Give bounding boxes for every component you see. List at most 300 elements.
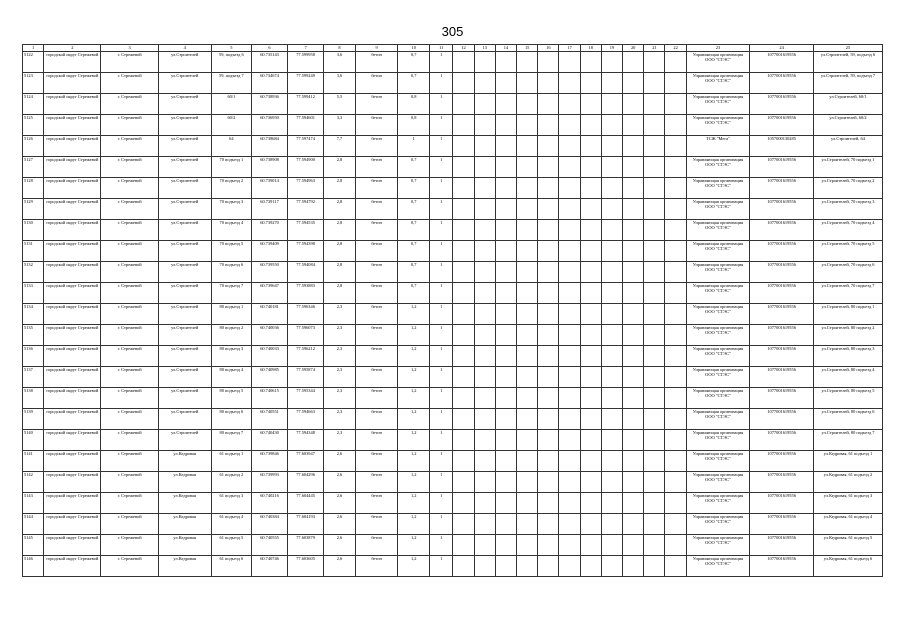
cell-v10: 0,7: [398, 283, 430, 304]
cell-mat: бетон: [355, 241, 397, 262]
cell-lat: 60.740555: [252, 535, 288, 556]
cell-ogrn: 1077001619556: [750, 514, 814, 535]
cell-v8: 2,8: [324, 199, 356, 220]
cell-lon: 77.603605: [288, 556, 324, 577]
cell-empty: [453, 199, 474, 220]
cell-empty: [495, 367, 516, 388]
cell-empty: [580, 283, 601, 304]
cell-empty: [495, 451, 516, 472]
cell-empty: [474, 178, 495, 199]
cell-lat: 60.740615: [252, 388, 288, 409]
cell-empty: [580, 556, 601, 577]
cell-org: Управляющая организация ООО "СТЭС": [686, 220, 750, 241]
cell-lat: 60.734674: [252, 73, 288, 94]
cell-empty: [559, 409, 580, 430]
cell-mat: бетон: [355, 409, 397, 430]
cell-v11: 1: [430, 262, 453, 283]
cell-lat: 60.738684: [252, 136, 288, 157]
cell-empty: [538, 367, 559, 388]
cell-empty: [601, 556, 622, 577]
cell-empty: [601, 262, 622, 283]
table-row: [23, 157, 883, 178]
table-row: [23, 388, 883, 409]
cell-empty: [538, 262, 559, 283]
cell-empty: [538, 430, 559, 451]
cell-okrug: городской округ Стрежевой: [44, 262, 101, 283]
cell-empty: [474, 472, 495, 493]
cell-empty: [644, 451, 665, 472]
cell-empty: [453, 283, 474, 304]
cell-empty: [538, 178, 559, 199]
cell-empty: [453, 94, 474, 115]
cell-empty: [665, 493, 686, 514]
cell-empty: [538, 409, 559, 430]
column-header: 21: [644, 45, 665, 52]
cell-addr: ул.Строителей, 70 подъезд 4: [813, 220, 882, 241]
table-row: [23, 472, 883, 493]
cell-empty: [517, 52, 538, 73]
cell-empty: [517, 472, 538, 493]
cell-empty: [495, 262, 516, 283]
column-header: 20: [623, 45, 644, 52]
table-row: [23, 409, 883, 430]
cell-v11: 1: [430, 220, 453, 241]
cell-empty: [665, 367, 686, 388]
cell-okrug: городской округ Стрежевой: [44, 283, 101, 304]
cell-ogrn: 1077001619556: [750, 367, 814, 388]
cell-street: ул.Строителей: [158, 430, 211, 451]
cell-v11: 1: [430, 493, 453, 514]
cell-house: 80 подъезд 5: [211, 388, 251, 409]
cell-lat: 60.739647: [252, 283, 288, 304]
cell-city: г. Стрежевой: [101, 346, 158, 367]
cell-v11: 1: [430, 178, 453, 199]
cell-empty: [559, 262, 580, 283]
cell-empty: [665, 346, 686, 367]
cell-okrug: городской округ Стрежевой: [44, 115, 101, 136]
cell-org: Управляющая организация ООО "СТЭС": [686, 556, 750, 577]
cell-empty: [538, 472, 559, 493]
cell-mat: бетон: [355, 430, 397, 451]
cell-empty: [474, 325, 495, 346]
cell-street: ул.Строителей: [158, 325, 211, 346]
cell-empty: [453, 136, 474, 157]
cell-empty: [665, 220, 686, 241]
cell-org: Управляющая организация ООО "СТЭС": [686, 178, 750, 199]
cell-empty: [453, 262, 474, 283]
cell-lat: 60.736950: [252, 115, 288, 136]
cell-empty: [517, 94, 538, 115]
cell-v8: 2,3: [324, 325, 356, 346]
cell-org: Управляющая организация ООО "СТЭС": [686, 73, 750, 94]
cell-empty: [644, 325, 665, 346]
cell-lat: 60.735143: [252, 52, 288, 73]
cell-v8: 2,8: [324, 262, 356, 283]
cell-house: 70 подъезд 1: [211, 157, 251, 178]
cell-house: 80 подъезд 7: [211, 430, 251, 451]
cell-lon: 77.596346: [288, 304, 324, 325]
cell-empty: [538, 346, 559, 367]
cell-empty: [601, 157, 622, 178]
cell-empty: [453, 451, 474, 472]
cell-lon: 77.596073: [288, 325, 324, 346]
cell-empty: [623, 367, 644, 388]
cell-street: ул.Кедровая: [158, 472, 211, 493]
column-header: 18: [580, 45, 601, 52]
cell-empty: [453, 304, 474, 325]
cell-org: Управляющая организация ООО "СТЭС": [686, 241, 750, 262]
cell-v10: 1,2: [398, 409, 430, 430]
cell-n: 5122: [23, 52, 44, 73]
cell-okrug: городской округ Стрежевой: [44, 178, 101, 199]
cell-v10: 1,2: [398, 346, 430, 367]
cell-org: Управляющая организация ООО "СТЭС": [686, 388, 750, 409]
cell-v8: 7,7: [324, 136, 356, 157]
column-header: 1: [23, 45, 44, 52]
cell-empty: [559, 493, 580, 514]
cell-empty: [623, 388, 644, 409]
cell-addr: ул.Кедровая, 61 подъезд 5: [813, 535, 882, 556]
cell-v8: 2,6: [324, 493, 356, 514]
cell-empty: [644, 199, 665, 220]
cell-empty: [644, 556, 665, 577]
cell-addr: ул.Строителей, 60/2: [813, 115, 882, 136]
cell-empty: [517, 367, 538, 388]
cell-empty: [517, 409, 538, 430]
cell-empty: [623, 262, 644, 283]
cell-empty: [601, 472, 622, 493]
cell-empty: [665, 451, 686, 472]
cell-empty: [474, 220, 495, 241]
cell-v10: 0,7: [398, 199, 430, 220]
cell-n: 5141: [23, 451, 44, 472]
cell-v11: 1: [430, 136, 453, 157]
cell-city: г. Стрежевой: [101, 304, 158, 325]
cell-empty: [644, 262, 665, 283]
cell-empty: [580, 325, 601, 346]
cell-n: 5134: [23, 304, 44, 325]
cell-street: ул.Строителей: [158, 283, 211, 304]
cell-empty: [559, 157, 580, 178]
cell-empty: [623, 304, 644, 325]
cell-org: Управляющая организация ООО "СТЭС": [686, 262, 750, 283]
header-row: [23, 45, 883, 52]
cell-empty: [453, 514, 474, 535]
column-header: 5: [211, 45, 251, 52]
cell-empty: [559, 115, 580, 136]
cell-empty: [495, 409, 516, 430]
cell-addr: ул.Кедровая, 61 подъезд 1: [813, 451, 882, 472]
cell-empty: [580, 199, 601, 220]
cell-house: 60/1: [211, 94, 251, 115]
cell-empty: [517, 556, 538, 577]
cell-empty: [601, 220, 622, 241]
cell-empty: [495, 346, 516, 367]
cell-okrug: городской округ Стрежевой: [44, 430, 101, 451]
cell-addr: ул.Кедровая, 61 подъезд 6: [813, 556, 882, 577]
cell-lat: 60.738936: [252, 94, 288, 115]
cell-empty: [644, 388, 665, 409]
cell-empty: [665, 535, 686, 556]
cell-okrug: городской округ Стрежевой: [44, 346, 101, 367]
cell-mat: бетон: [355, 262, 397, 283]
cell-house: 80 подъезд 4: [211, 367, 251, 388]
cell-empty: [538, 73, 559, 94]
cell-mat: бетон: [355, 178, 397, 199]
cell-v10: 1,2: [398, 367, 430, 388]
cell-city: г. Стрежевой: [101, 430, 158, 451]
cell-empty: [517, 346, 538, 367]
cell-empty: [644, 346, 665, 367]
cell-empty: [495, 115, 516, 136]
cell-addr: ул.Строителей, 59, подъезд 6: [813, 52, 882, 73]
table-row: [23, 493, 883, 514]
cell-empty: [474, 346, 495, 367]
cell-empty: [517, 304, 538, 325]
cell-addr: ул.Кедровая, 61 подъезд 4: [813, 514, 882, 535]
cell-n: 5139: [23, 409, 44, 430]
cell-empty: [517, 220, 538, 241]
cell-okrug: городской округ Стрежевой: [44, 325, 101, 346]
cell-empty: [517, 115, 538, 136]
cell-v8: 2,6: [324, 535, 356, 556]
cell-empty: [601, 94, 622, 115]
cell-okrug: городской округ Стрежевой: [44, 220, 101, 241]
cell-empty: [495, 157, 516, 178]
cell-street: ул.Строителей: [158, 241, 211, 262]
cell-okrug: городской округ Стрежевой: [44, 472, 101, 493]
cell-v8: 2,8: [324, 178, 356, 199]
cell-city: г. Стрежевой: [101, 493, 158, 514]
cell-house: 61 подъезд 5: [211, 535, 251, 556]
cell-empty: [474, 493, 495, 514]
cell-empty: [601, 430, 622, 451]
table-row: [23, 199, 883, 220]
page-number: 305: [441, 24, 464, 39]
cell-okrug: городской округ Стрежевой: [44, 73, 101, 94]
cell-addr: ул.Строителей, 70 подъезд 2: [813, 178, 882, 199]
cell-empty: [601, 304, 622, 325]
cell-empty: [601, 493, 622, 514]
cell-empty: [474, 367, 495, 388]
cell-v11: 1: [430, 535, 453, 556]
cell-v11: 1: [430, 52, 453, 73]
cell-v8: 5,5: [324, 94, 356, 115]
column-header: 4: [158, 45, 211, 52]
cell-empty: [474, 535, 495, 556]
cell-lon: 77.594900: [288, 157, 324, 178]
cell-empty: [538, 388, 559, 409]
cell-empty: [580, 367, 601, 388]
cell-empty: [559, 430, 580, 451]
cell-n: 5126: [23, 136, 44, 157]
cell-lon: 77.599958: [288, 52, 324, 73]
cell-v10: 0,8: [398, 94, 430, 115]
cell-empty: [665, 136, 686, 157]
cell-okrug: городской округ Стрежевой: [44, 157, 101, 178]
cell-ogrn: 1077001619556: [750, 388, 814, 409]
cell-v10: 0,7: [398, 157, 430, 178]
cell-v11: 1: [430, 283, 453, 304]
cell-v11: 1: [430, 304, 453, 325]
cell-empty: [474, 73, 495, 94]
cell-mat: бетон: [355, 52, 397, 73]
cell-mat: бетон: [355, 94, 397, 115]
cell-house: 59, подъезд 6: [211, 52, 251, 73]
cell-empty: [453, 220, 474, 241]
cell-empty: [495, 325, 516, 346]
cell-empty: [474, 157, 495, 178]
cell-v8: 2,6: [324, 556, 356, 577]
cell-v10: 1,2: [398, 451, 430, 472]
cell-addr: ул.Строителей, 70 подъезд 7: [813, 283, 882, 304]
cell-city: г. Стрежевой: [101, 178, 158, 199]
cell-empty: [474, 136, 495, 157]
cell-empty: [623, 73, 644, 94]
cell-empty: [474, 283, 495, 304]
cell-empty: [495, 388, 516, 409]
cell-mat: бетон: [355, 220, 397, 241]
cell-street: ул.Строителей: [158, 367, 211, 388]
cell-empty: [453, 241, 474, 262]
cell-empty: [559, 199, 580, 220]
cell-empty: [559, 136, 580, 157]
cell-house: 61 подъезд 4: [211, 514, 251, 535]
cell-street: ул.Строителей: [158, 388, 211, 409]
cell-empty: [644, 94, 665, 115]
cell-okrug: городской округ Стрежевой: [44, 388, 101, 409]
cell-empty: [538, 136, 559, 157]
cell-v10: 1: [398, 136, 430, 157]
cell-okrug: городской округ Стрежевой: [44, 451, 101, 472]
cell-okrug: городской округ Стрежевой: [44, 241, 101, 262]
table-row: [23, 178, 883, 199]
column-header: 22: [665, 45, 686, 52]
cell-lat: 60.740033: [252, 346, 288, 367]
cell-addr: ул.Строителей, 60/1: [813, 94, 882, 115]
cell-empty: [517, 178, 538, 199]
cell-v10: 1,2: [398, 535, 430, 556]
cell-lon: 77.594601: [288, 115, 324, 136]
cell-okrug: городской округ Стрежевой: [44, 304, 101, 325]
cell-empty: [665, 262, 686, 283]
cell-city: г. Стрежевой: [101, 325, 158, 346]
cell-ogrn: 1077001619556: [750, 325, 814, 346]
cell-empty: [453, 115, 474, 136]
cell-mat: бетон: [355, 535, 397, 556]
cell-lat: 60.740985: [252, 367, 288, 388]
cell-mat: бетон: [355, 388, 397, 409]
cell-v11: 1: [430, 115, 453, 136]
cell-v11: 1: [430, 73, 453, 94]
cell-empty: [644, 220, 665, 241]
cell-mat: бетон: [355, 304, 397, 325]
cell-empty: [665, 283, 686, 304]
cell-v11: 1: [430, 94, 453, 115]
column-header: 25: [813, 45, 882, 52]
cell-empty: [495, 73, 516, 94]
cell-empty: [623, 430, 644, 451]
cell-empty: [623, 493, 644, 514]
table-row: [23, 73, 883, 94]
cell-lat: 60.739014: [252, 178, 288, 199]
cell-empty: [623, 178, 644, 199]
column-header: 9: [355, 45, 397, 52]
cell-n: 5135: [23, 325, 44, 346]
cell-org: Управляющая организация ООО "СТЭС": [686, 514, 750, 535]
cell-empty: [601, 535, 622, 556]
cell-v11: 1: [430, 451, 453, 472]
cell-empty: [474, 556, 495, 577]
cell-empty: [580, 178, 601, 199]
cell-empty: [495, 535, 516, 556]
column-header: 8: [324, 45, 356, 52]
cell-lat: 60.740181: [252, 304, 288, 325]
cell-city: г. Стрежевой: [101, 52, 158, 73]
cell-empty: [453, 157, 474, 178]
cell-empty: [538, 304, 559, 325]
cell-empty: [601, 325, 622, 346]
cell-house: 61 подъезд 1: [211, 451, 251, 472]
cell-addr: ул.Строителей, 80 подъезд 2: [813, 325, 882, 346]
cell-mat: бетон: [355, 136, 397, 157]
cell-empty: [538, 283, 559, 304]
cell-org: Управляющая организация ООО "СТЭС": [686, 304, 750, 325]
cell-addr: ул.Строителей, 80 подъезд 5: [813, 388, 882, 409]
cell-empty: [601, 178, 622, 199]
cell-n: 5145: [23, 535, 44, 556]
cell-org: Управляющая организация ООО "СТЭС": [686, 346, 750, 367]
cell-street: ул.Кедровая: [158, 556, 211, 577]
cell-empty: [580, 409, 601, 430]
cell-lon: 77.604445: [288, 493, 324, 514]
cell-v8: 3,6: [324, 52, 356, 73]
cell-empty: [665, 52, 686, 73]
cell-empty: [601, 241, 622, 262]
cell-empty: [580, 52, 601, 73]
cell-ogrn: 1077001619556: [750, 73, 814, 94]
cell-mat: бетон: [355, 325, 397, 346]
cell-empty: [517, 514, 538, 535]
cell-empty: [474, 52, 495, 73]
cell-empty: [517, 493, 538, 514]
cell-empty: [559, 346, 580, 367]
cell-empty: [559, 514, 580, 535]
cell-empty: [474, 115, 495, 136]
cell-lat: 60.740036: [252, 325, 288, 346]
cell-city: г. Стрежевой: [101, 388, 158, 409]
cell-empty: [495, 136, 516, 157]
cell-n: 5129: [23, 199, 44, 220]
cell-empty: [644, 157, 665, 178]
cell-house: 61 подъезд 2: [211, 472, 251, 493]
cell-empty: [601, 283, 622, 304]
cell-v10: 1,2: [398, 388, 430, 409]
table-row: [23, 262, 883, 283]
cell-addr: ул.Кедровая, 61 подъезд 3: [813, 493, 882, 514]
column-header: 16: [538, 45, 559, 52]
cell-empty: [559, 556, 580, 577]
cell-n: 5144: [23, 514, 44, 535]
cell-city: г. Стрежевой: [101, 283, 158, 304]
cell-lat: 60.739270: [252, 220, 288, 241]
cell-org: Управляющая организация ООО "СТЭС": [686, 367, 750, 388]
cell-org: Управляющая организация ООО "СТЭС": [686, 430, 750, 451]
cell-v8: 2,6: [324, 472, 356, 493]
cell-v8: 2,3: [324, 346, 356, 367]
cell-empty: [580, 220, 601, 241]
cell-city: г. Стрежевой: [101, 451, 158, 472]
